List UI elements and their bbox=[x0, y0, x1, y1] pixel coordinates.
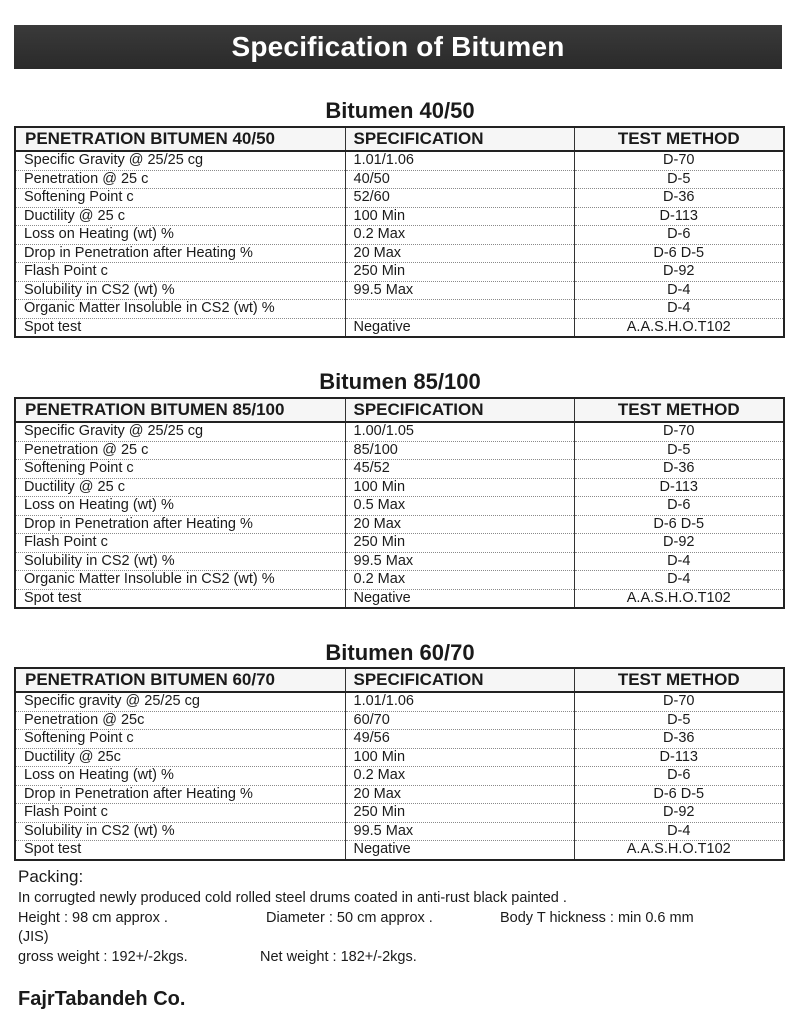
cell-test-method: D-70 bbox=[574, 692, 784, 711]
cell-test-method: D-6 D-5 bbox=[574, 515, 784, 534]
table-row bbox=[15, 226, 784, 245]
cell-property: Drop in Penetration after Heating % bbox=[15, 785, 345, 804]
cell-specification: 52/60 bbox=[345, 189, 574, 208]
table-row bbox=[15, 460, 784, 479]
cell-property: Spot test bbox=[15, 589, 345, 608]
cell-property: Loss on Heating (wt) % bbox=[15, 497, 345, 516]
table-row bbox=[15, 170, 784, 189]
cell-test-method: D-4 bbox=[574, 281, 784, 300]
packing-gross-weight: gross weight : 192+/-2kgs. bbox=[18, 949, 188, 965]
company-name: FajrTabandeh Co. bbox=[18, 988, 186, 1010]
cell-specification: 99.5 Max bbox=[345, 281, 574, 300]
cell-test-method: D-5 bbox=[574, 441, 784, 460]
cell-specification: 250 Min bbox=[345, 804, 574, 823]
cell-specification: Negative bbox=[345, 318, 574, 337]
cell-property: Softening Point c bbox=[15, 730, 345, 749]
header-test-method: TEST METHOD bbox=[574, 127, 784, 151]
cell-property: Specific gravity @ 25/25 cg bbox=[15, 692, 345, 711]
cell-specification: 100 Min bbox=[345, 207, 574, 226]
cell-test-method: D-6 bbox=[574, 497, 784, 516]
cell-specification: Negative bbox=[345, 589, 574, 608]
cell-test-method: D-113 bbox=[574, 478, 784, 497]
cell-specification: 1.01/1.06 bbox=[345, 692, 574, 711]
cell-test-method: D-92 bbox=[574, 534, 784, 553]
document-title: Specification of Bitumen bbox=[231, 31, 565, 62]
packing-title: Packing: bbox=[18, 867, 84, 886]
cell-test-method: D-113 bbox=[574, 748, 784, 767]
cell-property: Ductility @ 25 c bbox=[15, 478, 345, 497]
cell-property: Loss on Heating (wt) % bbox=[15, 767, 345, 786]
table-row bbox=[15, 804, 784, 823]
cell-property: Penetration @ 25c bbox=[15, 711, 345, 730]
cell-property: Flash Point c bbox=[15, 804, 345, 823]
cell-test-method: D-4 bbox=[574, 571, 784, 590]
table-header-row bbox=[15, 398, 784, 422]
spec-table-60-70 bbox=[14, 667, 785, 861]
cell-specification: 0.5 Max bbox=[345, 497, 574, 516]
table-row bbox=[15, 552, 784, 571]
cell-test-method: D-6 bbox=[574, 226, 784, 245]
cell-property: Specific Gravity @ 25/25 cg bbox=[15, 151, 345, 170]
header-property: PENETRATION BITUMEN 60/70 bbox=[15, 668, 345, 692]
cell-property: Softening Point c bbox=[15, 189, 345, 208]
table-row bbox=[15, 748, 784, 767]
cell-test-method: D-4 bbox=[574, 822, 784, 841]
table-row bbox=[15, 497, 784, 516]
cell-specification bbox=[345, 300, 574, 319]
cell-test-method: D-4 bbox=[574, 300, 784, 319]
cell-test-method: D-4 bbox=[574, 552, 784, 571]
cell-test-method: D-5 bbox=[574, 170, 784, 189]
cell-test-method: D-36 bbox=[574, 460, 784, 479]
cell-specification: 0.2 Max bbox=[345, 226, 574, 245]
cell-specification: 99.5 Max bbox=[345, 552, 574, 571]
cell-property: Penetration @ 25 c bbox=[15, 441, 345, 460]
table-row bbox=[15, 244, 784, 263]
cell-specification: 49/56 bbox=[345, 730, 574, 749]
table-row bbox=[15, 151, 784, 170]
table-row bbox=[15, 767, 784, 786]
cell-test-method: D-70 bbox=[574, 151, 784, 170]
cell-property: Spot test bbox=[15, 841, 345, 860]
cell-test-method: A.A.S.H.O.T102 bbox=[574, 589, 784, 608]
section-title-85-100: Bitumen 85/100 bbox=[319, 369, 481, 394]
table-row bbox=[15, 822, 784, 841]
cell-test-method: D-6 bbox=[574, 767, 784, 786]
cell-test-method: D-92 bbox=[574, 804, 784, 823]
packing-height: Height : 98 cm approx . bbox=[18, 910, 168, 926]
table-row bbox=[15, 785, 784, 804]
header-specification: SPECIFICATION bbox=[345, 127, 574, 151]
cell-property: Drop in Penetration after Heating % bbox=[15, 515, 345, 534]
cell-property: Drop in Penetration after Heating % bbox=[15, 244, 345, 263]
packing-standard: (JIS) bbox=[18, 929, 49, 945]
cell-property: Solubility in CS2 (wt) % bbox=[15, 552, 345, 571]
header-specification: SPECIFICATION bbox=[345, 668, 574, 692]
cell-property: Solubility in CS2 (wt) % bbox=[15, 281, 345, 300]
cell-specification: Negative bbox=[345, 841, 574, 860]
packing-description: In corrugted newly produced cold rolled steel drums coated in anti-rust black painted . bbox=[18, 890, 567, 906]
table-row bbox=[15, 441, 784, 460]
header-property: PENETRATION BITUMEN 40/50 bbox=[15, 127, 345, 151]
table-row bbox=[15, 841, 784, 860]
cell-specification: 20 Max bbox=[345, 515, 574, 534]
table-row bbox=[15, 189, 784, 208]
cell-specification: 100 Min bbox=[345, 478, 574, 497]
cell-specification: 0.2 Max bbox=[345, 571, 574, 590]
table-row bbox=[15, 318, 784, 337]
table-row bbox=[15, 263, 784, 282]
cell-specification: 1.00/1.05 bbox=[345, 422, 574, 441]
table-row bbox=[15, 571, 784, 590]
spec-table-40-50 bbox=[14, 126, 785, 338]
cell-specification: 40/50 bbox=[345, 170, 574, 189]
cell-test-method: A.A.S.H.O.T102 bbox=[574, 318, 784, 337]
cell-specification: 250 Min bbox=[345, 534, 574, 553]
cell-specification: 250 Min bbox=[345, 263, 574, 282]
cell-test-method: D-70 bbox=[574, 422, 784, 441]
table-row bbox=[15, 692, 784, 711]
cell-specification: 85/100 bbox=[345, 441, 574, 460]
cell-test-method: D-92 bbox=[574, 263, 784, 282]
cell-property: Loss on Heating (wt) % bbox=[15, 226, 345, 245]
cell-property: Penetration @ 25 c bbox=[15, 170, 345, 189]
table-row bbox=[15, 422, 784, 441]
cell-property: Ductility @ 25c bbox=[15, 748, 345, 767]
table-row bbox=[15, 711, 784, 730]
cell-property: Flash Point c bbox=[15, 534, 345, 553]
cell-specification: 45/52 bbox=[345, 460, 574, 479]
table-header-row bbox=[15, 668, 784, 692]
cell-specification: 20 Max bbox=[345, 785, 574, 804]
cell-test-method: D-36 bbox=[574, 189, 784, 208]
cell-property: Specific Gravity @ 25/25 cg bbox=[15, 422, 345, 441]
cell-property: Flash Point c bbox=[15, 263, 345, 282]
table-row bbox=[15, 478, 784, 497]
spec-table-85-100 bbox=[14, 397, 785, 609]
cell-test-method: D-6 D-5 bbox=[574, 244, 784, 263]
header-test-method: TEST METHOD bbox=[574, 398, 784, 422]
cell-test-method: D-113 bbox=[574, 207, 784, 226]
table-row bbox=[15, 589, 784, 608]
header-test-method: TEST METHOD bbox=[574, 668, 784, 692]
document-title-banner bbox=[14, 25, 782, 69]
cell-specification: 1.01/1.06 bbox=[345, 151, 574, 170]
cell-test-method: D-5 bbox=[574, 711, 784, 730]
cell-specification: 100 Min bbox=[345, 748, 574, 767]
table-row bbox=[15, 534, 784, 553]
table-row bbox=[15, 207, 784, 226]
section-title-40-50: Bitumen 40/50 bbox=[325, 98, 475, 123]
table-row bbox=[15, 515, 784, 534]
table-row bbox=[15, 730, 784, 749]
header-property: PENETRATION BITUMEN 85/100 bbox=[15, 398, 345, 422]
cell-property: Organic Matter Insoluble in CS2 (wt) % bbox=[15, 571, 345, 590]
cell-specification: 20 Max bbox=[345, 244, 574, 263]
table-header-row bbox=[15, 127, 784, 151]
packing-net-weight: Net weight : 182+/-2kgs. bbox=[260, 949, 417, 965]
cell-specification: 99.5 Max bbox=[345, 822, 574, 841]
cell-test-method: D-36 bbox=[574, 730, 784, 749]
table-row bbox=[15, 281, 784, 300]
cell-test-method: D-6 D-5 bbox=[574, 785, 784, 804]
packing-thickness: Body T hickness : min 0.6 mm bbox=[500, 910, 694, 926]
cell-property: Spot test bbox=[15, 318, 345, 337]
packing-diameter: Diameter : 50 cm approx . bbox=[266, 910, 433, 926]
cell-property: Softening Point c bbox=[15, 460, 345, 479]
cell-property: Solubility in CS2 (wt) % bbox=[15, 822, 345, 841]
section-title-60-70: Bitumen 60/70 bbox=[325, 640, 475, 665]
header-specification: SPECIFICATION bbox=[345, 398, 574, 422]
cell-specification: 0.2 Max bbox=[345, 767, 574, 786]
cell-property: Organic Matter Insoluble in CS2 (wt) % bbox=[15, 300, 345, 319]
cell-test-method: A.A.S.H.O.T102 bbox=[574, 841, 784, 860]
cell-property: Ductility @ 25 c bbox=[15, 207, 345, 226]
cell-specification: 60/70 bbox=[345, 711, 574, 730]
table-row bbox=[15, 300, 784, 319]
